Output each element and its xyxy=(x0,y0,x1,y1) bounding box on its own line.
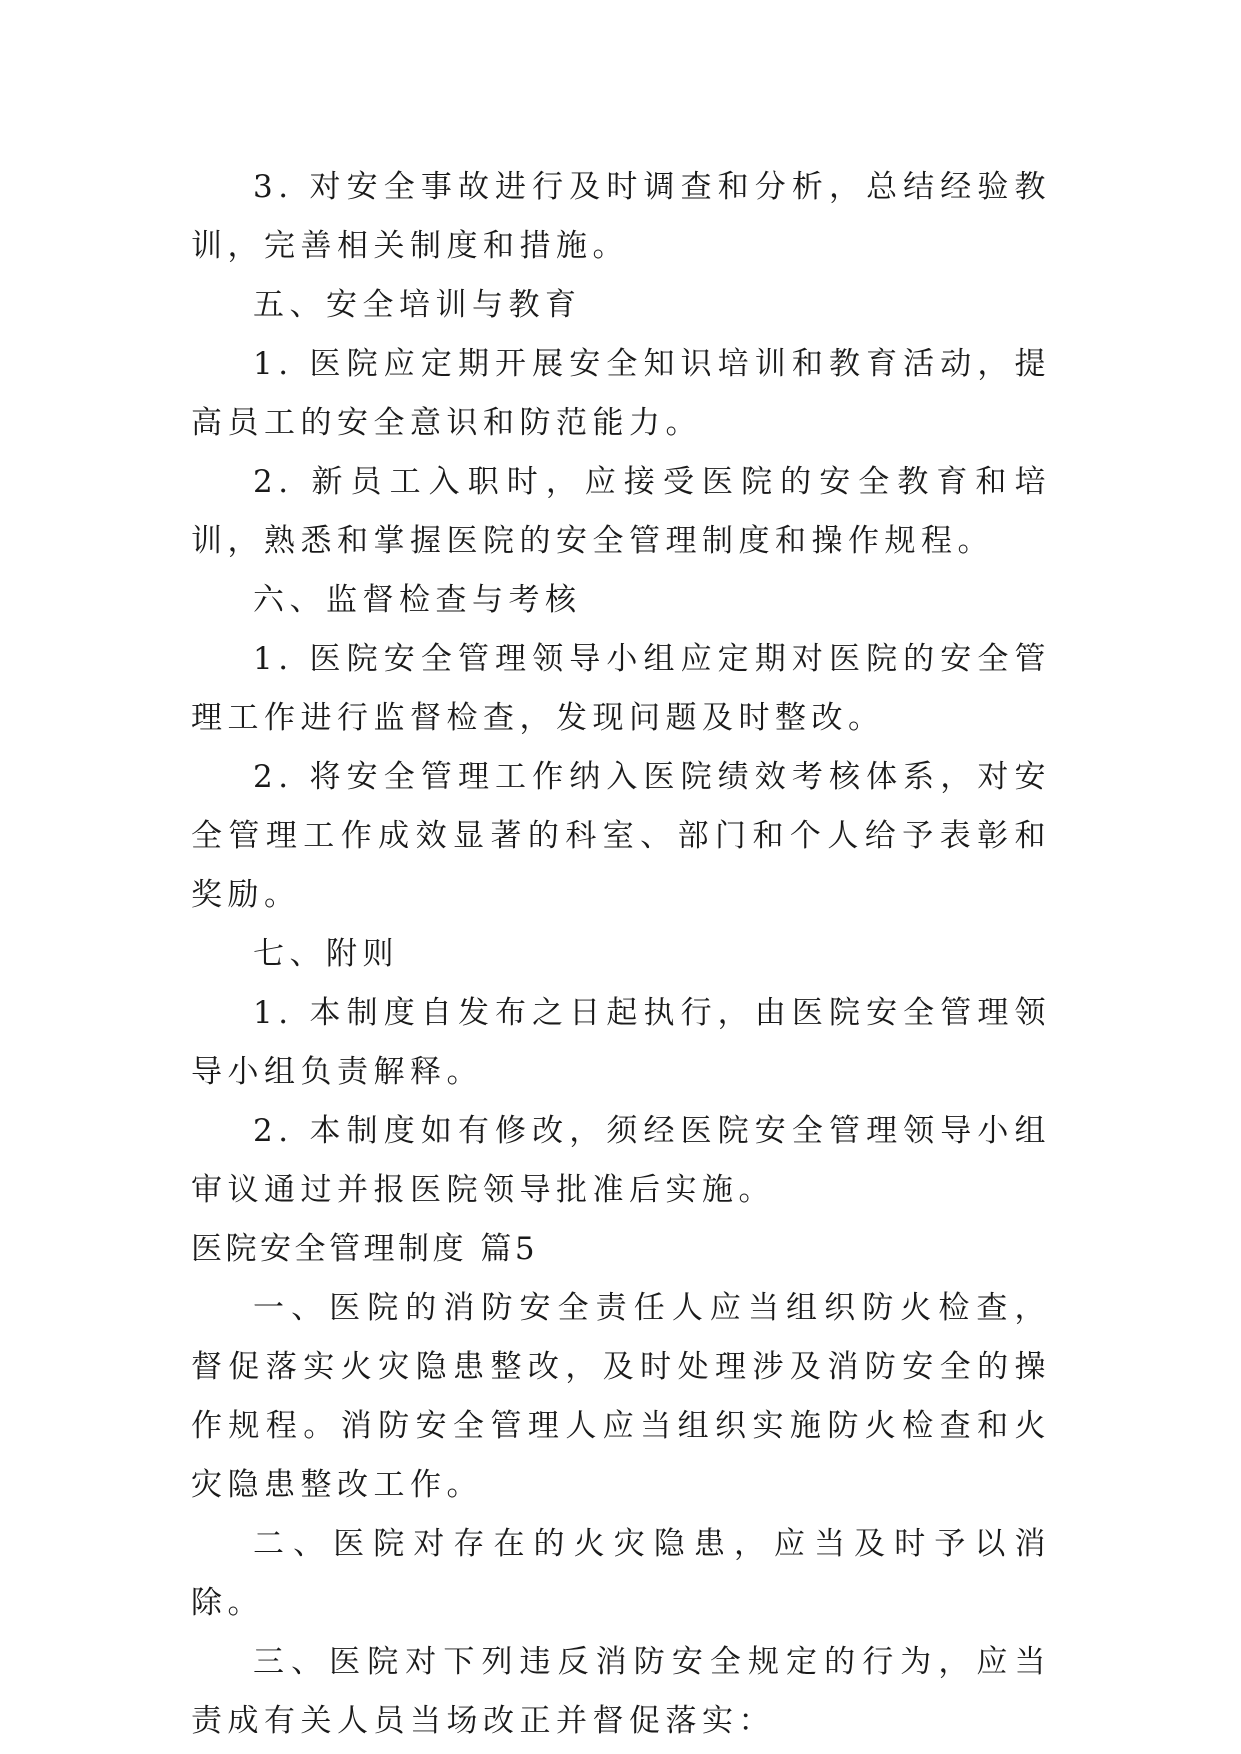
section-heading-supplementary: 七、附则 xyxy=(253,936,399,972)
section-heading-supervision: 六、监督检查与考核 xyxy=(253,582,582,618)
paragraph-training-2: 2. 新员工入职时，应接受医院的安全教育和培训，熟悉和掌握医院的安全管理制度和操作规程。 xyxy=(191,464,1051,559)
paragraph-accident-investigation: 3. 对安全事故进行及时调查和分析，总结经验教训，完善相关制度和措施。 xyxy=(191,169,1051,264)
paragraph-supplementary-2: 2. 本制度如有修改，须经医院安全管理领导小组审议通过并报医院领导批准后实施。 xyxy=(191,1113,1051,1208)
paragraph-fire-2: 二、医院对存在的火灾隐患，应当及时予以消除。 xyxy=(191,1526,1051,1621)
paragraph-training-1: 1. 医院应定期开展安全知识培训和教育活动，提高员工的安全意识和防范能力。 xyxy=(191,346,1051,441)
document-body xyxy=(191,158,1051,1751)
paragraph-fire-1: 一、医院的消防安全责任人应当组织防火检查，督促落实火灾隐患整改，及时处理涉及消防安全的操作规程。消防安全管理人应当组织实施防火检查和火灾隐患整改工作。 xyxy=(191,1290,1051,1503)
paragraph-supplementary-1: 1. 本制度自发布之日起执行，由医院安全管理领导小组负责解释。 xyxy=(191,995,1051,1090)
section-heading-training: 五、安全培训与教育 xyxy=(253,287,582,323)
paragraph-fire-3: 三、医院对下列违反消防安全规定的行为，应当责成有关人员当场改正并督促落实： xyxy=(191,1644,1051,1739)
article-title: 医院安全管理制度 篇5 xyxy=(191,1231,539,1267)
paragraph-supervision-1: 1. 医院安全管理领导小组应定期对医院的安全管理工作进行监督检查，发现问题及时整改。 xyxy=(191,641,1051,736)
paragraph-supervision-2: 2. 将安全管理工作纳入医院绩效考核体系，对安全管理工作成效显著的科室、部门和个人给予表彰和奖励。 xyxy=(191,759,1051,913)
